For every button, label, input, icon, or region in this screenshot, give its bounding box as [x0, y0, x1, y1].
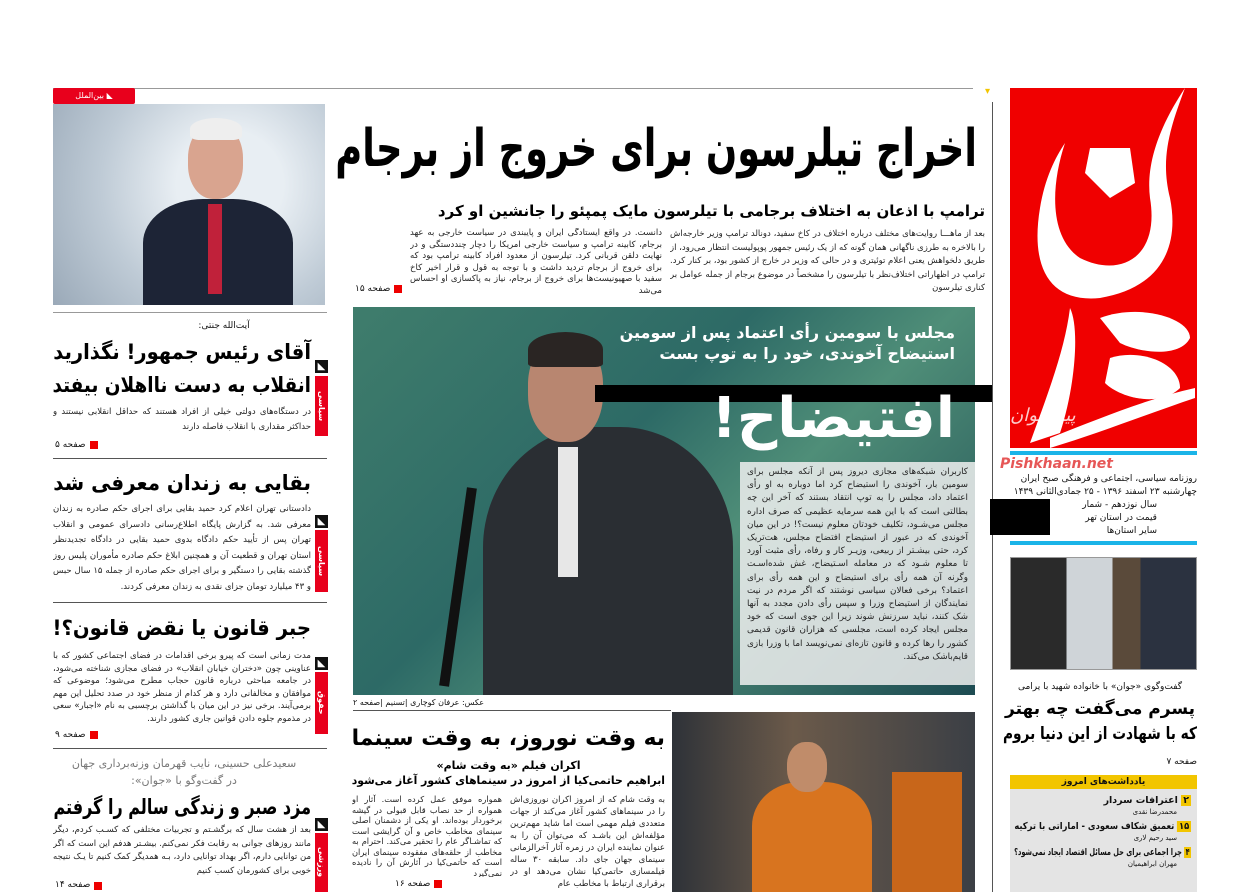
- notes-title: یادداشت‌های امروز: [1010, 775, 1197, 789]
- cinema-body-col2: همواره موفق عمل کرده است. آثار او همواره از حد نصاب قابل قبولی در گیشه برخوردار بوده‌اند. او یکی از دشمنان اصلی سینمای مخاطب خاص و آن گرایشی است که تماشـاگر عام را تحقیر می‌کند. احترام به مخاطب از حلقه‌های مفقوده سینمای ایران است که حاتمی‌کیا در آثارش آن را نادیده نمی‌گیرد: [352, 794, 502, 877]
- redaction-box: [990, 499, 1050, 535]
- cinema-subhead: [352, 758, 665, 788]
- tag-label: بین‌الملل: [75, 91, 105, 100]
- info-line: چهارشنبه ۲۳ اسفند ۱۳۹۶ - ۲۵ جمادی‌الثانی ۱۴۳۹: [1013, 487, 1197, 497]
- info-line: قیمت در استان تهر: [1085, 513, 1157, 523]
- red-square-icon: [394, 285, 402, 293]
- yellow-ornament-icon: ▾: [985, 86, 991, 97]
- story-body: دادستانی تهران اعلام کرد حمید بقایی برای اجرای حکم صادره به زندان معرفی شد. به گزارش پایگاه اطلاع‌رسانی دادسرای عمومی و انقلاب تهران پس از تأیید حکم دادگاه بدوی حمید بقایی در دادگاه تجدیدنظر استان تهران و قطعیت آن و همچنین ابلاغ حکم صادره مأموران پلیس روز گذشته بقایی را دستگیر و برای اجرای حکم صادره از جمله ۱۵ سال حبس و ۴۳ میلیارد تومان جزای نقدی به زندان معرفی کردند.: [53, 504, 311, 592]
- rule: [53, 458, 327, 459]
- note-author: سید رحیم لاری: [1133, 834, 1177, 842]
- masthead-rule: [1010, 541, 1197, 545]
- cinema-body-col1: به وقت شام که از امروز اکران نوروزی‌اش را در سینماهای کشور آغاز می‌کند از جهات متعددی فیلم مهمی است اما شاید مهم‌ترین مؤلفه‌اش این باشـد که می‌توان آن را به عنوان نماینده ایران در زمره آثار آخرالزمانی سینمای جهان جای داد. سابقه ۳۰ ساله فیلمسازی حاتمی‌کیا نشان می‌دهد او در برقراری ارتباط با مخاطب عام: [510, 795, 665, 889]
- page-label: صفحه ۹: [55, 730, 86, 740]
- rule: [53, 748, 327, 749]
- arrow-icon: ◣: [315, 657, 328, 670]
- kicker-line: در گفت‌وگو با «جوان»:: [131, 774, 237, 787]
- rule: [53, 312, 327, 313]
- arrow-icon: ◣: [315, 515, 328, 528]
- masthead-rule: [1010, 451, 1197, 455]
- headline-line: انقلاب به دست نااهلان بیفتد: [52, 373, 311, 397]
- sidebar-photo: [1010, 557, 1197, 670]
- top-rule: [53, 88, 973, 89]
- cover-body: کاربران شبکه‌های مجازی دیروز پس از آنکه مجلس برای سومین بار، آخوندی را استیضاح کرد اما دوباره به او رأی اعتماد داد، مجلس را به توپ انتقاد بستند که آخر این چه بطالتی است که با این همه سرمایه عظیمی که صرف اداره مجلس می‌شـود، تکلیف خودتان معلوم نیست؟! در این میان آخوندی که در عبور از استیضاح افتضاح مجلس، هت‌تریک کرد، حتی بیشـتر از ربیعی، وزیـر کار و رفاه، رأی مثبت آورد تا معلوم شـود که در معامله اسـتیضاح، غش شده‌اسـت وگرنه آن همه رأی برای استیضاح و این همه رأی برای اعتماد؟ برخی فعالان سیاسی نوشتند که اگر مردم در نیت نمایندگان از استیضاح وزرا و سپس رأی دادن مجدد به آنها شک کنند، نباید سرزنش شوند زیرا این جوی است که خود مجلس ایجاد کرده است، مجلسی که هزاران قانون قدیمی کشور را رها کرده و قانون تازه‌ای نمی‌نویسد اما با وزرا بازی قایم‌باشک می‌کند.: [740, 462, 975, 685]
- note-author: محمدرضا نقدی: [1132, 808, 1177, 816]
- sidebar-headline[interactable]: [1003, 697, 1197, 747]
- section-tag-international[interactable]: [53, 88, 135, 104]
- story-page-ref: [55, 880, 102, 891]
- headline-line: پسرم می‌گفت چه بهتر: [1005, 699, 1195, 719]
- story-kicker: [53, 755, 315, 789]
- note-item[interactable]: [1010, 843, 1197, 869]
- red-square-icon: [94, 882, 102, 890]
- masthead-logo: [1010, 88, 1197, 448]
- headline-line: که با شهادت از این دنیا بروم: [1002, 724, 1197, 744]
- note-page: ۲: [1183, 795, 1189, 806]
- story-headline[interactable]: [53, 336, 311, 402]
- sidebar-kicker: گفت‌وگوی «جوان» با خانواده شهید با یرامی: [1017, 682, 1183, 692]
- rule: [353, 710, 671, 711]
- note-page: ۴: [1185, 847, 1190, 858]
- tillerson-photo: [53, 104, 325, 305]
- sidebar-page-ref: صفحه ۷: [1166, 757, 1197, 767]
- story-body: بعد از هشت سال که برگشـتم و تجربیات مختلفی که کسـب کردم، دیگر مانند روزهای جوانی به رقابت فکر نمی‌کنم. بیشـتر هدفم این است که اگر من توانایی دارم، اگر بهداد توانایی دارد، بـه همدیگر کمک کنیم تا یـک نتیجه خوبی برای کشورمان کسب کنیم: [53, 825, 311, 876]
- info-line: سایر استان‌ها: [1106, 526, 1157, 536]
- main-page-ref: [355, 284, 402, 294]
- subhead-line: ابراهیم حاتمی‌کیا از امروز در سینماهای کشور آغاز می‌شود: [351, 774, 665, 787]
- arrow-icon: ◣: [315, 818, 328, 831]
- story-headline[interactable]: بقایی به زندان معرفی شد: [53, 471, 311, 495]
- red-square-icon: [434, 880, 442, 888]
- story-body: در دستگاه‌های دولتی خیلی از افراد هستند که حداقل انقلابی نیستند و حداکثر مقداری با انقلاب فاصله دارند: [53, 407, 311, 432]
- info-line: روزنامه سیاسی، اجتماعی و فرهنگی صبح ایران: [1020, 474, 1197, 484]
- note-title: اعترافات سردار: [1103, 795, 1178, 806]
- watermark: Pishkhaan.net: [1000, 456, 1113, 472]
- notes-box: [1010, 775, 1197, 892]
- story-page-ref: [55, 730, 98, 740]
- note-item[interactable]: [1010, 789, 1197, 817]
- cinema-photo: [672, 712, 975, 892]
- section-tab[interactable]: ورزشی: [315, 833, 328, 892]
- note-author: مهران ابراهیمیان: [1127, 860, 1177, 868]
- story-page-ref: [55, 440, 98, 450]
- cinema-page-ref: [395, 879, 442, 889]
- arrow-icon: ◣: [106, 91, 113, 100]
- note-title: تعمیق شکاف سعودی - اماراتی با ترکیه: [1014, 821, 1175, 832]
- page-label: صفحه ۱۶: [395, 879, 431, 889]
- watermark-script: پیشخوان: [1010, 405, 1076, 426]
- kicker-line: سعیدعلی حسینی، نایب قهرمان وزنه‌برداری جهان: [71, 757, 297, 770]
- story-headline[interactable]: مزد صبر و زندگی سالم را گرفتم: [53, 795, 312, 819]
- note-page: ۱۵: [1179, 821, 1190, 832]
- main-body-col1: بعد از ماهـــا روایت‌های مختلف درباره اختلاف در کاخ سفید، دونالد ترامپ وزیر خارجه‌اش را بالاخره به طرزی ناگهانی همان گونه که از یک رئیس جمهور پوپولیست انتظار می‌رود، از طریق دلخواهش یعنی اعلام توئیتری و در حالی که وزیر در خارج از کشور بود، بر کنار کرد. ترامپ در اظهاراتی اختلاف‌نظر با تیلرسون را مشخصاً در موضوع برجام از جمله عوامل بر کناری تیلرسون: [670, 229, 985, 293]
- cinema-headline[interactable]: به وقت نوروز، به وقت سینما: [351, 726, 665, 751]
- main-subhead: ترامپ با اذعان به اختلاف برجامی با تیلرسون مایک پمپئو را جانشین او کرد: [437, 202, 985, 220]
- main-headline[interactable]: اخراج تیلرسون برای خروج از برجام: [335, 119, 977, 179]
- section-tab[interactable]: سیاسی: [315, 376, 328, 436]
- red-square-icon: [90, 731, 98, 739]
- page-label: صفحه ۱۵: [355, 284, 391, 294]
- cover-kicker: مجلس با سومین رأی اعتماد پس از سومین استیضاح آخوندی، خود را به توپ بست: [619, 323, 955, 363]
- logo-calligraphy: [1010, 88, 1197, 448]
- story-headline[interactable]: جبر قانون یا نقض قانون؟!: [52, 616, 311, 640]
- headline-line: آقای رئیس جمهور! نگذارید: [53, 340, 312, 364]
- note-item[interactable]: [1010, 817, 1197, 843]
- rule: [53, 602, 327, 603]
- info-line: سال نوزدهم - شمار: [1082, 500, 1157, 510]
- photo-caption: عکس: عرفان کوچاری |تسنیم |صفحه ۲: [353, 698, 485, 707]
- section-tab[interactable]: سیاسی: [315, 530, 328, 592]
- subhead-line: اکران فیلم «به وقت شام»: [436, 759, 581, 772]
- red-square-icon: [90, 441, 98, 449]
- arrow-icon: ◣: [315, 360, 328, 373]
- section-tab[interactable]: حقوق: [315, 672, 328, 734]
- main-body-col2: دانست. در واقع ایستادگی ایران و پایبندی در سیاست خارجی به عهد برجام، کابینه ترامپ و سیاست خارجی امریکا را دچار چنددستگی و در نهایت دلقن قربانی کرد. تیلرسون از معدود افراد کابینه ترامپ بود که برای خروج از برجام تردید داشت و با توجه به قول و قرار اخیر کاخ سفید با صهیونیست‌ها برای خروج از برجام، نیاز به پاکسازی او احساس می‌شد: [410, 228, 662, 296]
- cover-headline[interactable]: افتیضاح!: [711, 386, 955, 451]
- column-divider: [992, 102, 993, 892]
- page-label: صفحه ۵: [55, 440, 86, 450]
- story-body: مدت زمانی است که پیرو برخی اقدامات در فضای اجتماعی کشور که با عناوینی چون «دختران خیابان انقلاب» در فضای مجازی شناخته می‌شود، در جامعه مباحثی درباره قانون حجاب مطرح می‌شود؛ موضوعی که موافقان و مخالفانی دارد و هر کدام از منظر خود در صدد تحلیل این مهم برمی‌آیند. برخی نیز در این میان با گذاشتن برچسبی به نام «اجبار» سعی در مذموم جلوه دادن قوانین جاری کشور دارند.: [53, 651, 311, 724]
- note-title: چرا اجماعی برای حل مسائل اقتصاد ایجاد نمی‌شود؟: [1014, 847, 1182, 858]
- story-kicker: آیت‌الله جنتی:: [198, 321, 250, 331]
- page-label: صفحه ۱۴: [55, 880, 91, 890]
